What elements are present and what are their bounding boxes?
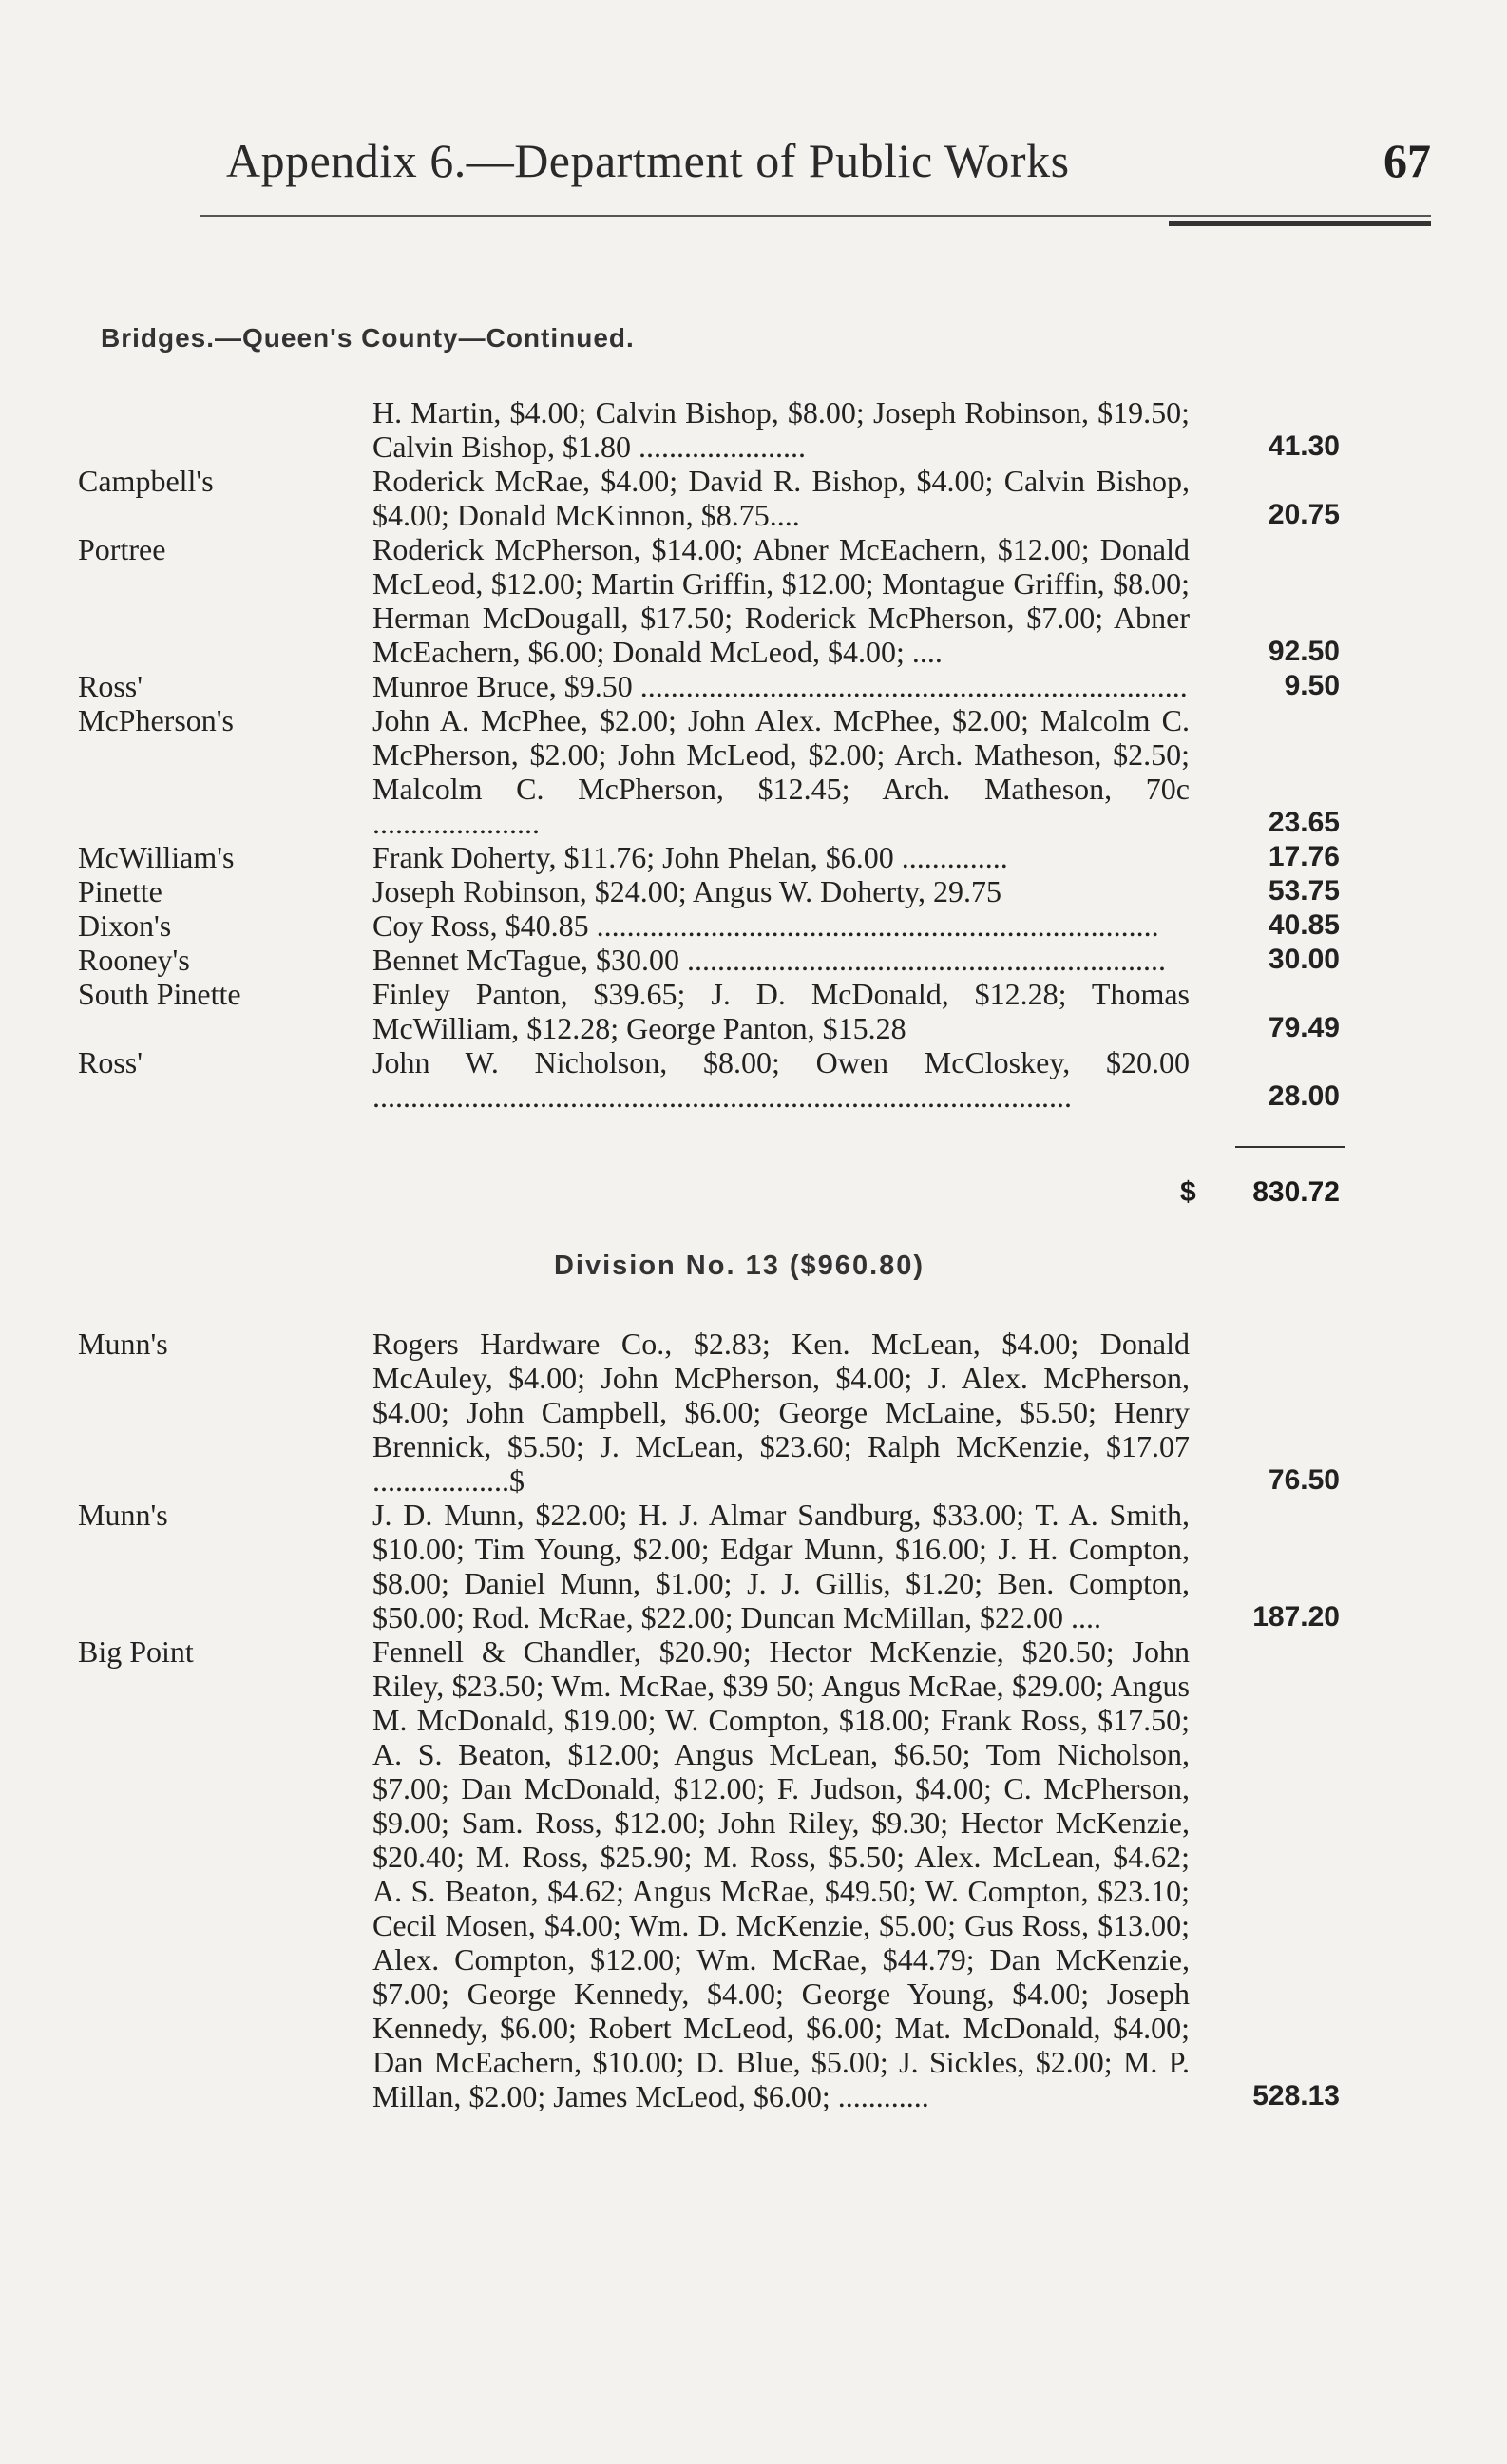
entry-amount: 40.85 bbox=[1268, 909, 1340, 941]
total-amount: 830.72 bbox=[1252, 1176, 1340, 1208]
header-rule-thick bbox=[1169, 221, 1431, 226]
payment-details: Roderick McPherson, $14.00; Abner McEachern, $12.00; Donald McLeod, $12.00; Martin Griffin, $12.00; Montague Griffin, $8.00; Herman McDougall, $17.50; Roderick McPherson, $7.00; Abner McEachern, $6.00; Donald McLeod, $4.00; .... bbox=[372, 532, 1190, 669]
page-number: 67 bbox=[1383, 134, 1431, 187]
entry-amount: 9.50 bbox=[1284, 670, 1340, 701]
bridge-name: McWilliam's bbox=[78, 840, 235, 874]
ledger-entry bbox=[0, 943, 1507, 977]
payment-details: H. Martin, $4.00; Calvin Bishop, $8.00; Joseph Robinson, $19.50; Calvin Bishop, $1.80 ...................... bbox=[372, 395, 1190, 464]
ledger-entry bbox=[0, 703, 1507, 840]
entry-amount: 41.30 bbox=[1268, 430, 1340, 462]
bridge-name: Campbell's bbox=[78, 464, 214, 498]
payment-details: Bennet McTague, $30.00 ............................................................... bbox=[372, 943, 1167, 977]
bridge-name: Portree bbox=[78, 532, 166, 566]
division-heading: Division No. 13 ($960.80) bbox=[553, 1251, 925, 1281]
payment-details: Roderick McRae, $4.00; David R. Bishop, $4.00; Calvin Bishop, $4.00; Donald McKinnon, $8.75.... bbox=[372, 464, 1190, 532]
payment-details: Finley Panton, $39.65; J. D. McDonald, $12.28; Thomas McWilliam, $12.28; George Panton, $15.28 bbox=[372, 977, 1190, 1045]
entry-amount: 30.00 bbox=[1268, 944, 1340, 975]
entry-amount: 53.75 bbox=[1268, 875, 1340, 907]
section-heading: Bridges.—Queen's County—Continued. bbox=[101, 323, 635, 353]
payment-details: Joseph Robinson, $24.00; Angus W. Doherty, 29.75 bbox=[372, 874, 1001, 908]
ledger-entry bbox=[0, 840, 1507, 874]
entry-amount: 23.65 bbox=[1268, 807, 1340, 838]
ledger-entry bbox=[0, 1498, 1507, 1634]
page-title: Appendix 6.—Department of Public Works bbox=[226, 134, 1070, 187]
ledger-entry bbox=[0, 532, 1507, 669]
payment-details: Frank Doherty, $11.76; John Phelan, $6.00 .............. bbox=[372, 840, 1008, 874]
ledger-entry bbox=[0, 395, 1507, 464]
ledger-entry bbox=[0, 669, 1507, 703]
ledger-entry bbox=[0, 874, 1507, 908]
bridge-name: Ross' bbox=[78, 669, 143, 703]
payment-details: Coy Ross, $40.85 .......................................................................... bbox=[372, 908, 1159, 943]
entry-amount: 528.13 bbox=[1252, 2080, 1340, 2111]
bridge-name: Pinette bbox=[78, 874, 162, 908]
entry-amount: 28.00 bbox=[1268, 1080, 1340, 1112]
payment-details: J. D. Munn, $22.00; H. J. Almar Sandburg, $33.00; T. A. Smith, $10.00; Tim Young, $2.00; Edgar Munn, $16.00; J. H. Compton, $8.00; Daniel Munn, $1.00; J. J. Gillis, $1.20; Ben. Compton, $50.00; Rod. McRae, $22.00; Duncan McMillan, $22.00 .... bbox=[372, 1498, 1190, 1634]
entry-amount: 17.76 bbox=[1268, 841, 1340, 872]
section-total bbox=[0, 1146, 1507, 1208]
bridge-name: Dixon's bbox=[78, 908, 172, 943]
bridge-name: Munn's bbox=[78, 1327, 168, 1361]
bridge-name: South Pinette bbox=[78, 977, 241, 1011]
running-header bbox=[0, 133, 1507, 200]
ledger-entry bbox=[0, 1634, 1507, 2113]
entry-amount: 92.50 bbox=[1268, 636, 1340, 667]
entry-amount: 20.75 bbox=[1268, 499, 1340, 530]
entry-amount: 76.50 bbox=[1268, 1464, 1340, 1496]
bridge-name: McPherson's bbox=[78, 703, 234, 737]
bridge-name: Ross' bbox=[78, 1045, 143, 1079]
total-rule bbox=[1235, 1146, 1345, 1148]
entry-amount: 187.20 bbox=[1252, 1601, 1340, 1633]
payment-details: Munroe Bruce, $9.50 ........................................................................ bbox=[372, 669, 1188, 703]
payment-details: Fennell & Chandler, $20.90; Hector McKenzie, $20.50; John Riley, $23.50; Wm. McRae, $39 50; Angus McRae, $29.00; Angus M. McDonald, $19.00; W. Compton, $18.00; Frank Ross, $17.50; A. S. Beaton, $12.00; Angus McLean, $6.50; Tom Nicholson, $7.00; Dan McDonald, $12.00; F. Judson, $4.00; C. McPherson, $9.00; Sam. Ross, $12.00; John Riley, $9.30; Hector McKenzie, $20.40; M. Ross, $25.90; M. Ross, $5.50; Alex. McLean, $4.62; A. S. Beaton, $4.62; Angus McRae, $49.50; W. Compton, $23.10; Cecil Mosen, $4.00; Wm. D. McKenzie, $5.00; Gus Ross, $13.00; Alex. Compton, $12.00; Wm. McRae, $44.79; Dan McKenzie, $7.00; George Kennedy, $4.00; George Young, $4.00; Joseph Kennedy, $6.00; Robert McLeod, $6.00; Mat. McDonald, $4.00; Dan McEachern, $10.00; D. Blue, $5.00; J. Sickles, $2.00; M. P. Millan, $2.00; James McLeod, $6.00; ............ bbox=[372, 1634, 1190, 2113]
bridge-name: Munn's bbox=[78, 1498, 168, 1532]
payment-details: Rogers Hardware Co., $2.83; Ken. McLean, $4.00; Donald McAuley, $4.00; John McPherson, $4.00; J. Alex. McPherson, $4.00; John Campbell, $6.00; George McLaine, $5.50; Henry Brennick, $5.50; J. McLean, $23.60; Ralph McKenzie, $17.07 ..................$ bbox=[372, 1327, 1190, 1498]
entries-list-division-13 bbox=[0, 1327, 1507, 2113]
header-rule bbox=[200, 215, 1431, 217]
bridge-name: Rooney's bbox=[78, 943, 190, 977]
ledger-entry bbox=[0, 464, 1507, 532]
total-dollar-sign: $ bbox=[1180, 1176, 1196, 1208]
entries-list-queens-county bbox=[0, 395, 1507, 1114]
bridge-name: Big Point bbox=[78, 1634, 194, 1669]
ledger-entry bbox=[0, 1327, 1507, 1498]
ledger-entry bbox=[0, 908, 1507, 943]
ledger-entry bbox=[0, 977, 1507, 1045]
ledger-entry bbox=[0, 1045, 1507, 1114]
payment-details: John A. McPhee, $2.00; John Alex. McPhee, $2.00; Malcolm C. McPherson, $2.00; John McLeod, $2.00; Arch. Matheson, $2.50; Malcolm C. McPherson, $12.45; Arch. Matheson, 70c ...................... bbox=[372, 703, 1190, 840]
entry-amount: 79.49 bbox=[1268, 1012, 1340, 1043]
payment-details: John W. Nicholson, $8.00; Owen McCloskey, $20.00 ............................................................................................ bbox=[372, 1045, 1190, 1114]
